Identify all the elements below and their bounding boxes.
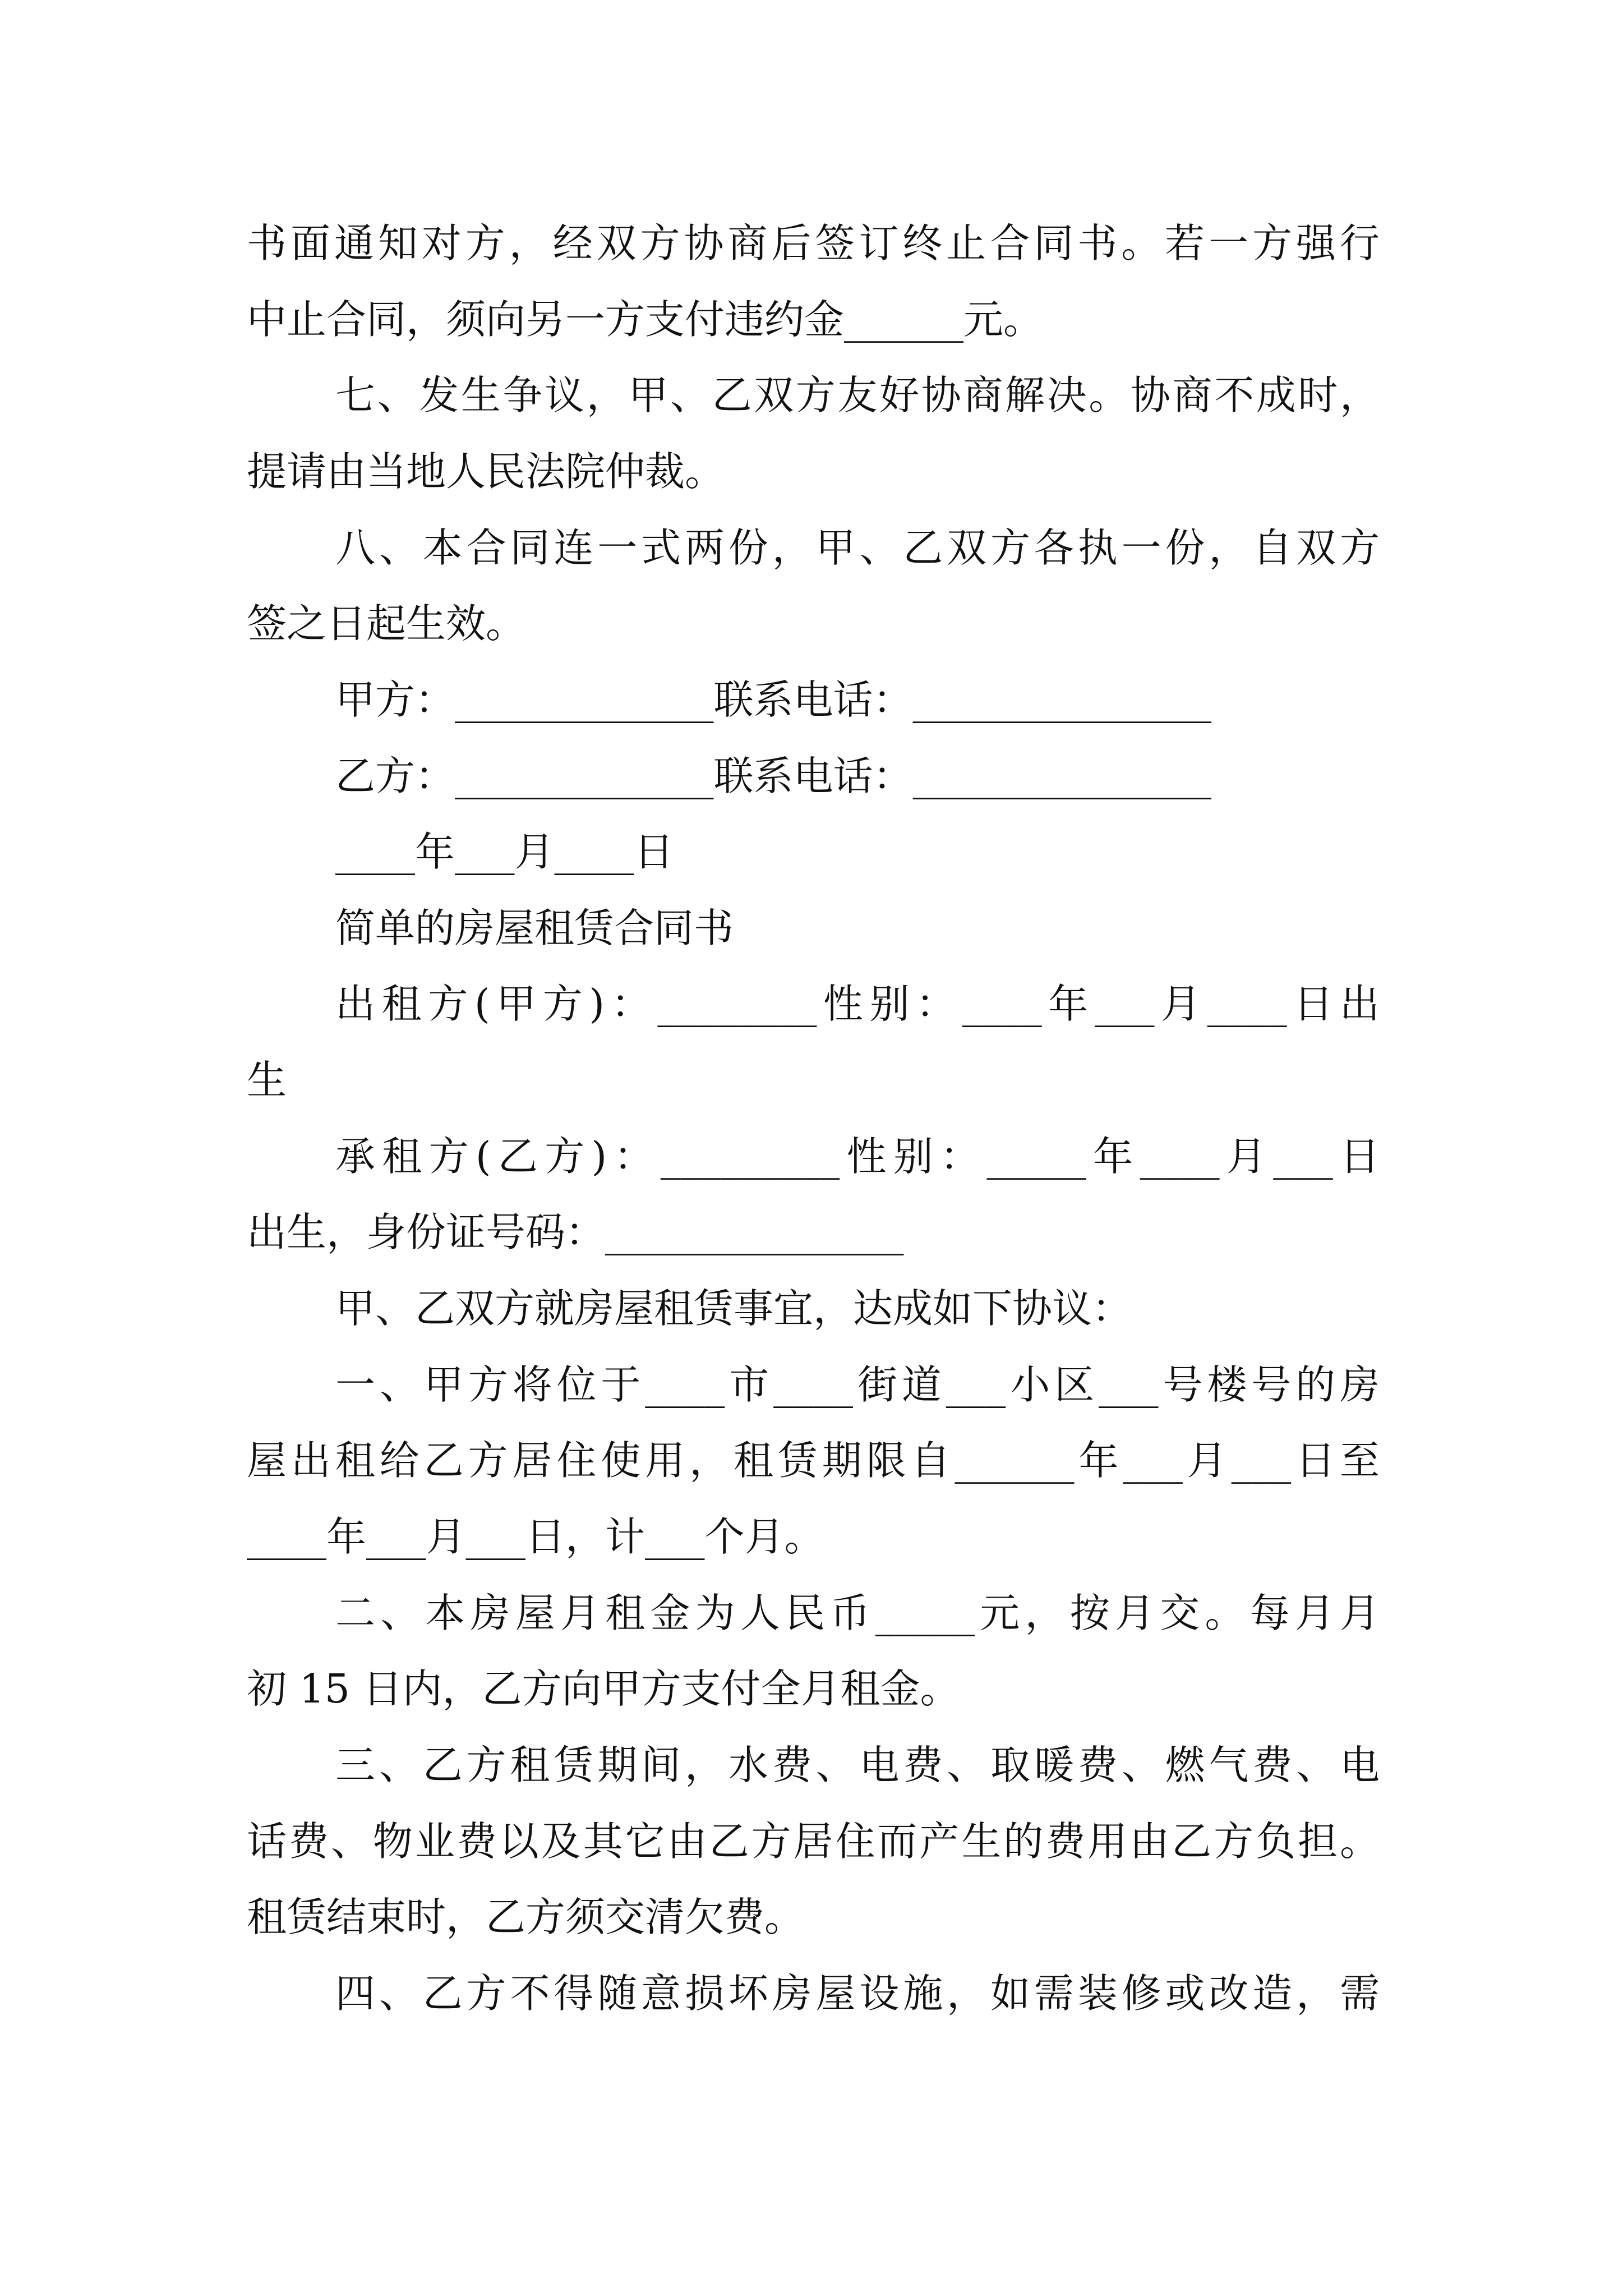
text-line: 出生，身份证号码：_______________	[247, 1209, 904, 1255]
text-line: 生	[247, 1057, 287, 1103]
text-line: 租赁结束时，乙方须交清欠费。	[247, 1894, 805, 1940]
text-line: 初 15 日内，乙方向甲方支付全月租金。	[247, 1665, 960, 1712]
text-line: 三、乙方租赁期间，水费、电费、取暖费、燃气费、电	[335, 1742, 1380, 1788]
text-line: 中止合同，须向另一方支付违约金______元。	[247, 296, 1044, 343]
party-a-signature-line: 甲方：_____________联系电话：_______________	[335, 677, 1212, 723]
party-b-signature-line: 乙方：_____________联系电话：_______________	[335, 753, 1212, 799]
text-line: 一、甲方将位于____市____街道___小区___号楼号的房	[335, 1361, 1380, 1408]
text-line: 八、本合同连一式两份，甲、乙双方各执一份，自双方	[335, 524, 1380, 571]
text-line: 四、乙方不得随意损坏房屋设施，如需装修或改造，需	[335, 1970, 1380, 2017]
text-line: 书面通知对方，经双方协商后签订终止合同书。若一方强行	[247, 220, 1380, 266]
contract-title: 简单的房屋租赁合同书	[335, 905, 734, 951]
text-line: 出租方(甲方)：________性别：____年___月____日出	[335, 981, 1380, 1027]
text-line: 话费、物业费以及其它由乙方居住而产生的费用由乙方负担。	[247, 1818, 1380, 1865]
text-line: 甲、乙双方就房屋租赁事宜，达成如下协议：	[335, 1285, 1132, 1332]
text-line: ____年___月___日，计___个月。	[247, 1513, 824, 1560]
date-line: ____年___月____日	[335, 829, 674, 875]
text-line: 七、发生争议，甲、乙双方友好协商解决。协商不成时，	[335, 372, 1380, 418]
text-line: 提请由当地人民法院仲裁。	[247, 448, 725, 495]
text-line: 二、本房屋月租金为人民币_____元，按月交。每月月	[335, 1590, 1380, 1636]
text-line: 签之日起生效。	[247, 600, 526, 647]
text-line: 屋出租给乙方居住使用，租赁期限自______年___月___日至	[247, 1437, 1380, 1484]
text-line: 承租方(乙方)：_________性别：_____年____月___日	[335, 1133, 1380, 1180]
